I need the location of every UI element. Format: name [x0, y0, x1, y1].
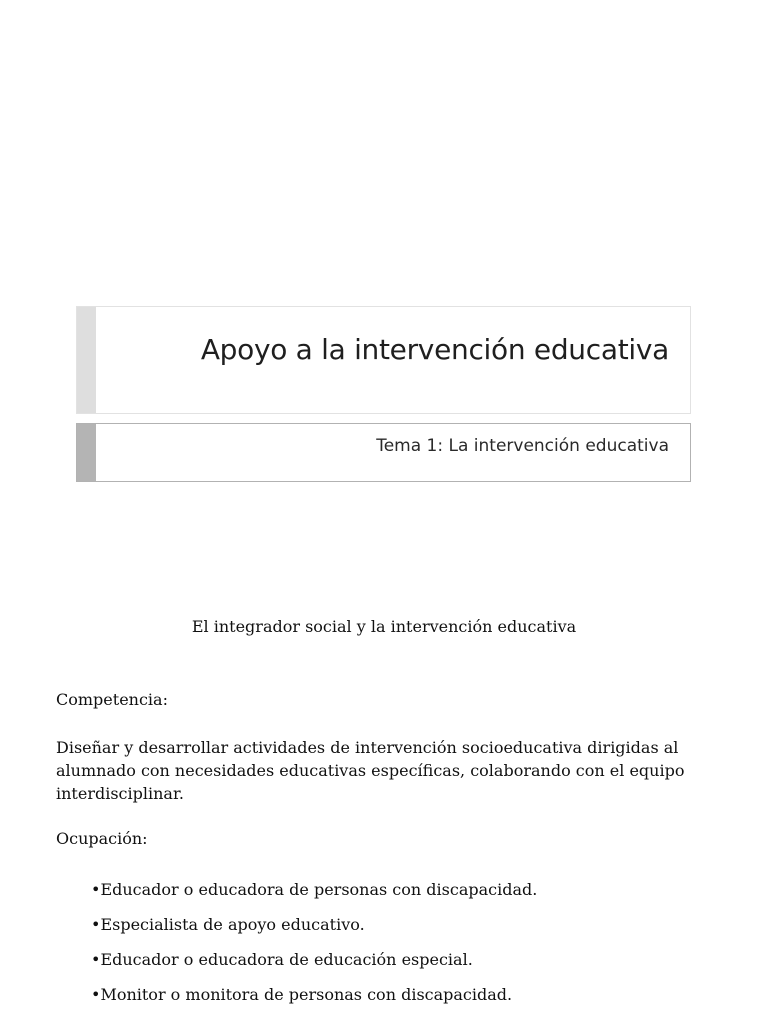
slide-subtitle-box — [76, 423, 691, 482]
list-item: •Monitor o monitora de personas con discapacidad. — [91, 985, 513, 1004]
occupation-list — [91, 880, 537, 1020]
title-accent-bar — [77, 307, 96, 413]
list-item: •Especialista de apoyo educativo. — [91, 915, 365, 934]
competencia-text: Diseñar y desarrollar actividades de intervención socioeducativa dirigidas al alumnado con necesidades educativas específicas, colaborando con el equipo interdisciplinar. — [56, 738, 685, 803]
subtitle-accent-bar — [77, 424, 96, 481]
competencia-label: Competencia: — [56, 690, 168, 709]
list-item: •Educador o educadora de educación especial. — [91, 950, 473, 969]
slide-subtitle: Tema 1: La intervención educativa — [376, 436, 669, 456]
slide-title-box — [76, 306, 691, 414]
ocupacion-label: Ocupación: — [56, 829, 148, 848]
document-heading: El integrador social y la intervención educativa — [191, 617, 577, 636]
slide-title: Apoyo a la intervención educativa — [200, 333, 669, 366]
list-item: •Educador o educadora de personas con discapacidad. — [91, 880, 538, 899]
